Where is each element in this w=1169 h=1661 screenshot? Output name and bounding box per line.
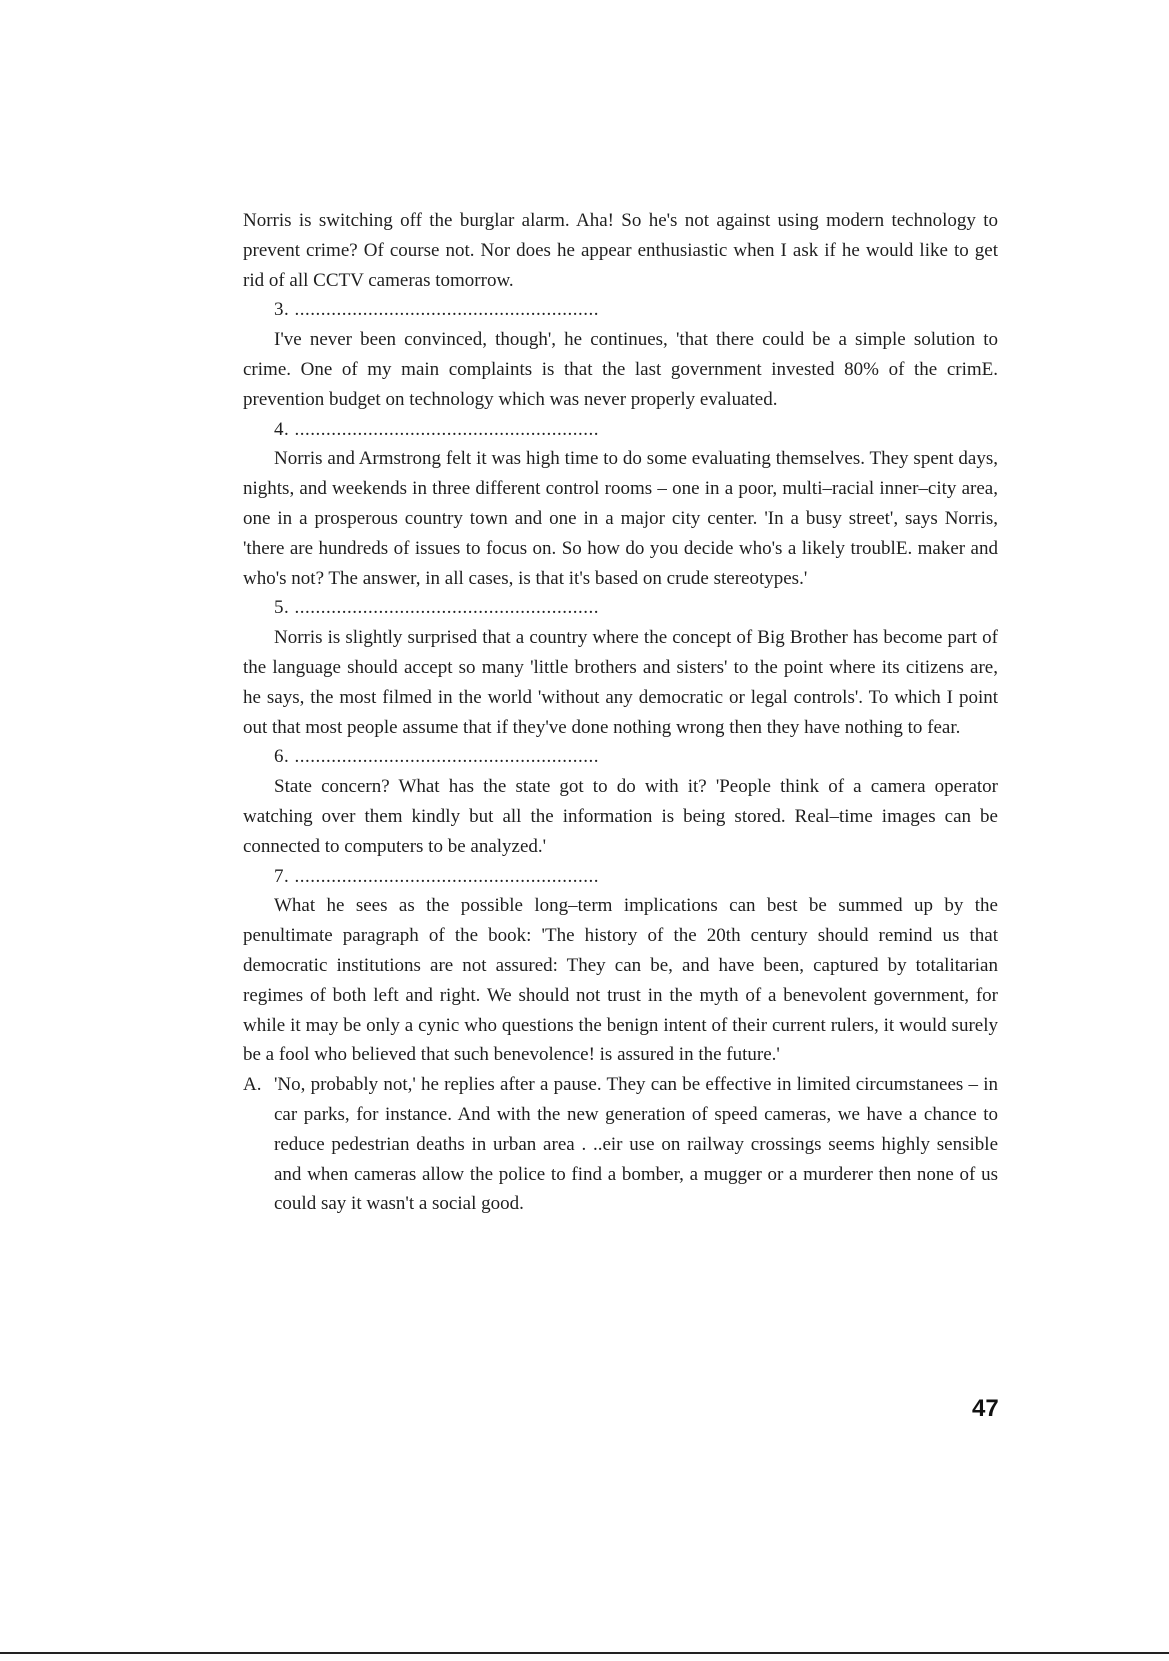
bottom-edge-line — [0, 1652, 1169, 1654]
option-a-letter: A. — [243, 1074, 262, 1096]
gap-5: 5. .......................................................... — [274, 597, 599, 619]
page-number: 47 — [972, 1395, 999, 1422]
option-a-text: 'No, probably not,' he replies after a pause. They can be effective in limited circumstanees – in car parks, for instance. And with the new generation of speed cameras, we have a chance to reduce pedestrian deaths in urban area . ..eir use on railway crossings seems highly sensible and when cameras allow the police to find a bomber, a mugger or a murderer then none of us could say it wasn't a social good. — [274, 1074, 998, 1215]
paragraph-state-concern: State concern? What has the state got to do with it? 'People think of a camera operator watching over them kindly but all the information is being stored. Real–time images can be connected to computers to be analyzed.' — [243, 776, 998, 857]
gap-4: 4. .......................................................... — [274, 418, 599, 440]
paragraph-long-term-implications: What he sees as the possible long–term implications can best be summed up by the penultimate paragraph of the book: 'The history of the 20th century should remind us that democratic institutions are not assured: They can be, and have been, captured by totalitarian regimes of both left and right. We should not trust in the myth of a benevolent government, for while it may be only a cynic who questions the benign intent of their current rulers, it would surely be a fool who believed that such benevolence! is assured in the future.' — [243, 895, 998, 1066]
gap-6: 6. .......................................................... — [274, 746, 599, 768]
gap-3: 3. .......................................................... — [274, 299, 599, 321]
gap-7: 7. .......................................................... — [274, 865, 599, 887]
paragraph-control-rooms: Norris and Armstrong felt it was high time to do some evaluating themselves. They spent days, nights, and weekends in three different control rooms – one in a poor, multi–racial inner–city area, one in a prosperous country town and one in a major city center. 'In a busy street', says Norris, 'there are hundreds of issues to focus on. So how do you decide who's a likely troublE. maker and who's not? The answer, in all cases, is that it's based on crude stereotypes.' — [243, 448, 998, 589]
paragraph-never-convinced: I've never been convinced, though', he continues, 'that there could be a simple solution to crime. One of my main complaints is that the last government invested 80% of the crimE. prevention budget on technology which was never properly evaluated. — [243, 329, 998, 410]
article-body — [243, 206, 998, 1219]
paragraph-norris-alarm: Norris is switching off the burglar alarm. Aha! So he's not against using modern technology to prevent crime? Of course not. Nor does he appear enthusiastic when I ask if he would like to get rid of all CCTV cameras tomorrow. — [243, 210, 998, 291]
option-a — [243, 1070, 998, 1219]
paragraph-big-brother: Norris is slightly surprised that a country where the concept of Big Brother has become part of the language should accept so many 'little brothers and sisters' to the point where its citizens are, he says, the most filmed in the world 'without any democratic or legal controls'. To which I point out that most people assume that if they've done nothing wrong then they have nothing to fear. — [243, 627, 998, 738]
